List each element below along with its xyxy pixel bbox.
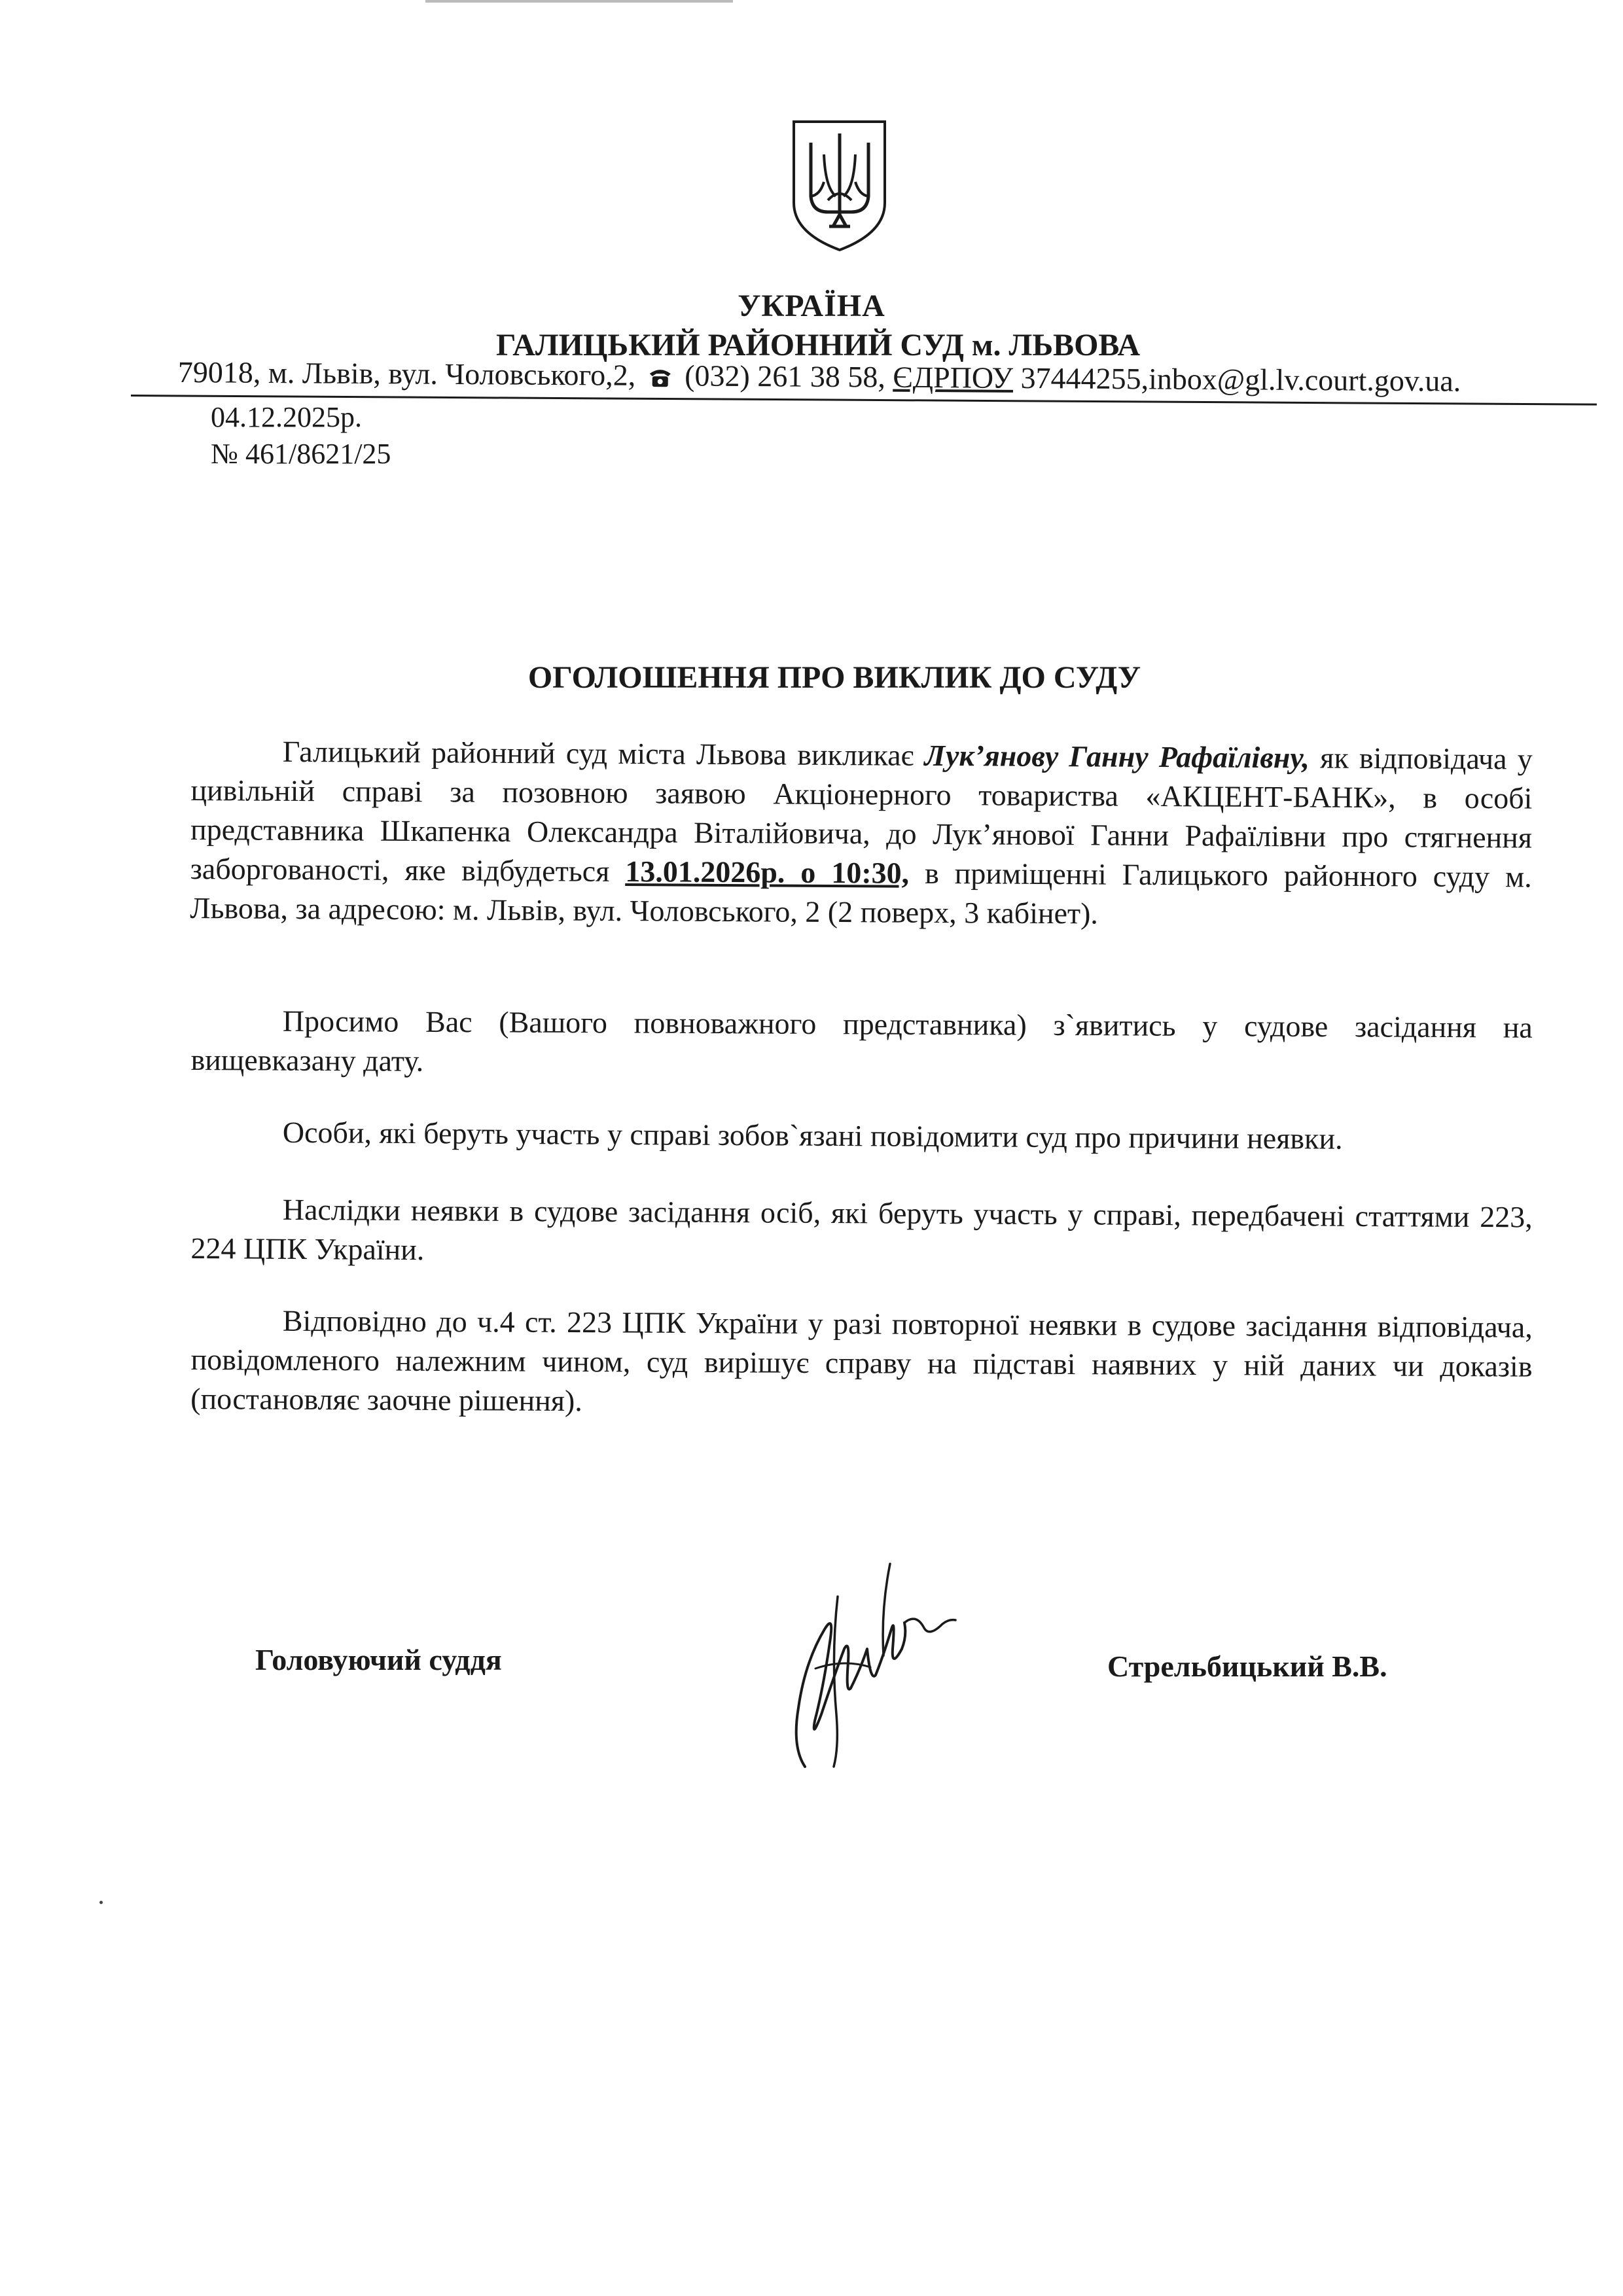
consequences-text: Наслідки неявки в судове засідання осіб, які беруть участь у справі, передбачені статтями 223, 224 ЦПК України. bbox=[190, 1192, 1533, 1267]
scan-speck bbox=[99, 1901, 103, 1904]
court-name-heading: ГАЛИЦЬКИЙ РАЙОННИЙ СУД м. ЛЬВОВА bbox=[495, 328, 1141, 362]
hearing-datetime: 13.01.2026р. о 10:30, bbox=[625, 855, 910, 890]
document-number: № 461/8621/25 bbox=[211, 438, 391, 470]
court-phone: (032) 261 38 58, bbox=[685, 359, 886, 394]
default-judgment-text: Відповідно до ч.4 ст. 223 ЦПК України у разі повторної неявки в судове засідання відповідача, повідомленого належним чином, суд вирішує справу на підставі наявних у ній даних чи доказів (постановляє заочне рішення). bbox=[190, 1303, 1533, 1418]
handwritten-signature bbox=[753, 1551, 969, 1786]
document-date: 04.12.2025р. bbox=[211, 401, 362, 433]
hearing-location: в приміщенні Галицького районного суду м. Львова, за адресою: м. Львів, вул. Чоловського, 2 (2 поверх, 3 кабінет). bbox=[190, 856, 1532, 930]
notice-paragraph-summons bbox=[190, 732, 1533, 936]
coat-of-arms-icon bbox=[789, 116, 890, 254]
scan-edge-mark bbox=[425, 0, 733, 3]
request-text: Просимо Вас (Вашого повноважного представника) з`явитись у судове засідання на вищевказану дату. bbox=[190, 1004, 1533, 1078]
summons-case-details: як відповідача у цивільній справі за позовною заявою Акціонерного товариства «АКЦЕНТ-БАНК», в особі представника Шкапенка Олександра Віталійовича, до Лук’янової Ганни Рафаїлівни про стягнення заборгованості, яке відбудеться bbox=[190, 741, 1533, 889]
country-heading: УКРАЇНА bbox=[738, 289, 885, 323]
summons-intro: Галицький районний суд міста Львова викликає bbox=[282, 734, 925, 772]
summoned-person: Лук’янову Ганну Рафаїлівну, bbox=[924, 738, 1310, 775]
obligation-text: Особи, які беруть участь у справі зобов`язані повідомити суд про причини неявки. bbox=[282, 1115, 1343, 1156]
notice-paragraph-consequences bbox=[190, 1190, 1533, 1277]
judge-role: Головуючий суддя bbox=[255, 1643, 502, 1676]
notice-paragraph-request bbox=[190, 1001, 1533, 1087]
notice-paragraph-obligation bbox=[191, 1112, 1533, 1160]
notice-title: ОГОЛОШЕННЯ ПРО ВИКЛИК ДО СУДУ bbox=[527, 660, 1141, 695]
court-address: 79018, м. Львів, вул. Чоловського,2, bbox=[177, 355, 636, 392]
phone-icon bbox=[647, 366, 673, 388]
judge-name: Стрельбицький В.В. bbox=[1107, 1650, 1387, 1683]
edrpou-label: ЄДРПОУ bbox=[893, 360, 1014, 395]
notice-paragraph-default-judgment bbox=[190, 1301, 1533, 1426]
edrpou-and-email: 37444255,inbox@gl.lv.court.gov.ua. bbox=[1020, 361, 1461, 398]
